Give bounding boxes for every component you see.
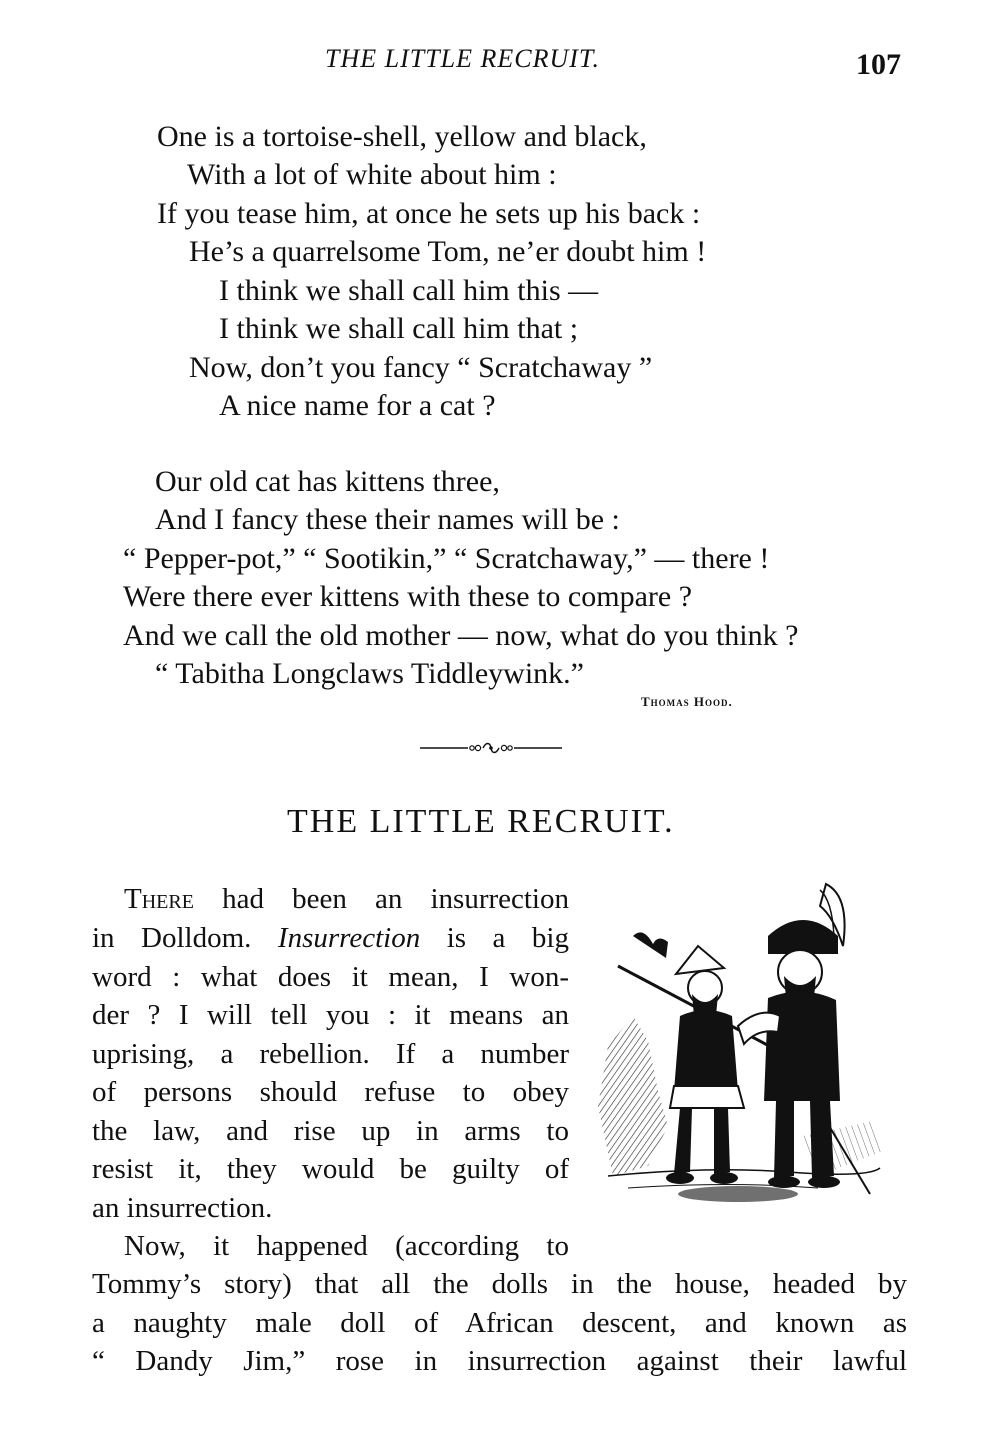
poem-line: I think we shall call him that ; <box>219 312 579 345</box>
story-line: of persons should refuse to obey <box>92 1076 569 1108</box>
two-child-soldiers-engraving-icon <box>588 876 888 1206</box>
story-line: der ? I will tell you : it means an <box>92 999 569 1031</box>
poem-line: And we call the old mother — now, what do you think ? <box>123 619 799 652</box>
story-line: Now, it happened (according to <box>124 1230 569 1262</box>
poem-line: If you tease him, at once he sets up his back : <box>157 197 701 230</box>
poem-line: One is a tortoise-shell, yellow and black, <box>157 120 647 153</box>
story-text: in Dolldom. <box>92 922 278 954</box>
story-line: Tommy’s story) that all the dolls in the house, headed by <box>92 1268 907 1300</box>
poem-line: Were there ever kittens with these to compare ? <box>123 580 693 613</box>
section-title: THE LITTLE RECRUIT. <box>287 803 675 840</box>
story-line: resist it, they would be guilty of <box>92 1153 569 1185</box>
poem-line: Our old cat has kittens three, <box>155 465 500 498</box>
story-text: is a big <box>420 922 569 954</box>
story-text: had been an insurrection <box>193 883 569 915</box>
story-line: “ Dandy Jim,” rose in insurrection against their lawful <box>92 1345 907 1377</box>
story-dropcap-word: There <box>124 883 194 915</box>
poem-line: “ Pepper-pot,” “ Sootikin,” “ Scratchaway,” — there ! <box>123 542 770 575</box>
story-line <box>92 880 569 919</box>
poem-line: A nice name for a cat ? <box>219 389 496 422</box>
story-line: a naughty male doll of African descent, and known as <box>92 1307 907 1339</box>
story-italic-word: Insurrection <box>277 922 421 954</box>
page-number: 107 <box>856 48 901 81</box>
poem-line: He’s a quarrelsome Tom, ne’er doubt him ! <box>189 235 707 268</box>
story-line: an insurrection. <box>92 1192 273 1224</box>
story-line <box>92 919 569 958</box>
poem-line: Now, don’t you fancy “ Scratchaway ” <box>189 351 653 384</box>
poem-line: “ Tabitha Longclaws Tiddleywink.” <box>155 657 584 690</box>
poem-line: And I fancy these their names will be : <box>155 503 620 536</box>
ornament-divider-icon <box>420 740 562 756</box>
running-head: THE LITTLE RECRUIT. <box>325 44 600 73</box>
story-line: uprising, a rebellion. If a number <box>92 1038 569 1070</box>
story-line: the law, and rise up in arms to <box>92 1115 569 1147</box>
poem-line: I think we shall call him this — <box>219 274 599 307</box>
story-line: word : what does it mean, I won- <box>92 961 569 993</box>
poem-line: With a lot of white about him : <box>187 158 557 191</box>
poem-attribution: Thomas Hood. <box>641 694 733 709</box>
